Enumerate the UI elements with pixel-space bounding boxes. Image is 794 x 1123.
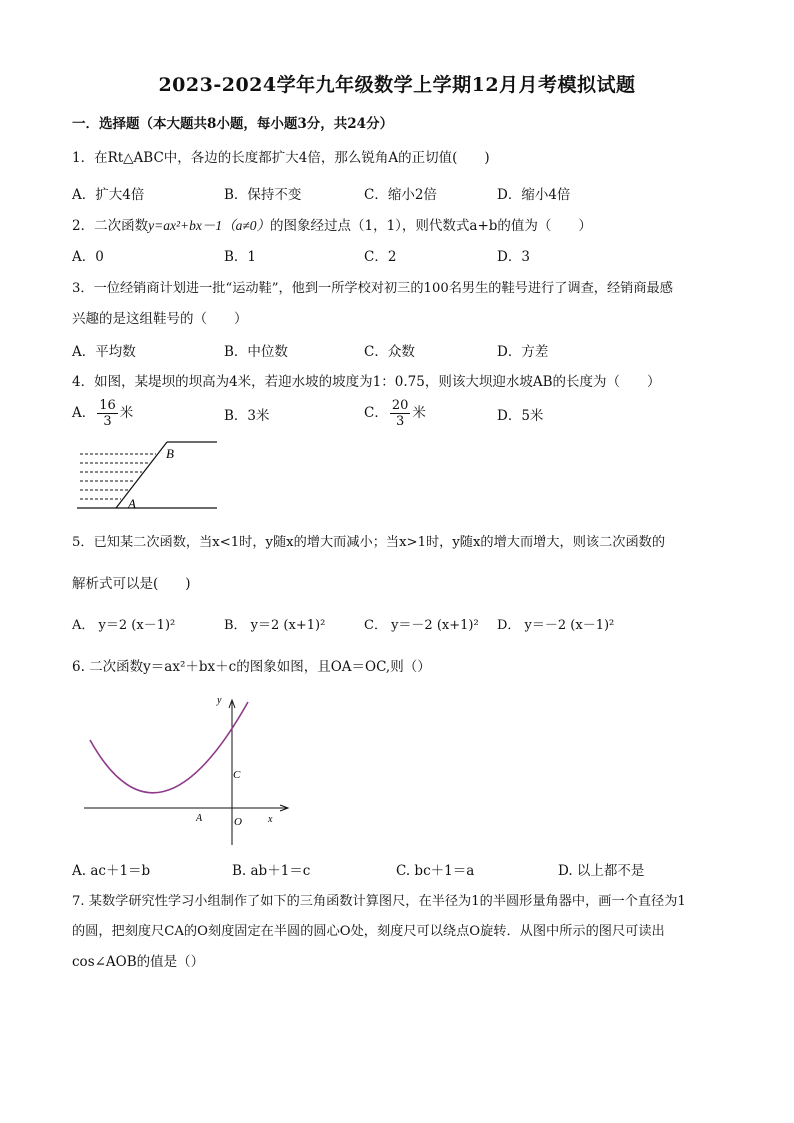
q4-option-c (364, 398, 426, 429)
label-a: A (196, 813, 203, 824)
q3-option-d: D．方差 (497, 344, 549, 360)
q2-option-d: D．3 (497, 249, 530, 265)
question-4-stem: 4．如图，某堤坝的坝高为4米，若迎水坡的坡度为1：0.75，则该大坝迎水坡AB的长度为（ ） (72, 374, 661, 390)
q2-option-c: C．2 (364, 249, 397, 265)
q1-option-c: C．缩小2倍 (364, 187, 437, 203)
dam-slope-ab (116, 442, 167, 508)
dam-label-b: B (166, 446, 174, 461)
question-7-stem-line3: cos∠AOB的值是（） (72, 954, 205, 970)
question-6-stem: 6. 二次函数y＝ax²＋bx＋c的图象如图，且OA＝OC,则（） (72, 659, 431, 675)
q3-option-b: B．中位数 (224, 344, 288, 360)
q4-option-c-fraction (390, 398, 411, 429)
q1-option-a: A．扩大4倍 (72, 187, 145, 203)
q2-stem-end: 的图象经过点（1，1），则代数式a+b的值为（ ） (270, 218, 592, 234)
question-3-stem-line2: 兴趣的是这组鞋号的（ ） (72, 311, 248, 327)
q3-option-a: A．平均数 (72, 344, 136, 360)
question-7-stem-line1: 7. 某数学研究性学习小组制作了如下的三角函数计算图尺，在半径为1的半圆形量角器中，画一个直径为1 (72, 894, 686, 909)
q4-option-a-numerator: 16 (99, 398, 116, 413)
q4-option-c-unit: 米 (412, 405, 426, 421)
q1-option-b: B．保持不变 (224, 187, 302, 203)
q3-option-c: C．众数 (364, 344, 415, 360)
page-title: 2023-2024学年九年级数学上学期12月月考模拟试题 (158, 74, 636, 96)
q4-option-a-prefix: A． (72, 405, 96, 421)
question-7-stem-line2: 的圆，把刻度尺CA的O刻度固定在半圆的圆心O处，刻度尺可以绕点O旋转．从图中所示的图尺可读出 (72, 924, 665, 939)
q6-option-a: A. ac＋1＝b (72, 863, 151, 879)
q1-option-d: D．缩小4倍 (497, 187, 571, 203)
question-3-stem-line1: 3．一位经销商计划进一批“运动鞋”，他到一所学校对初三的100名男生的鞋号进行了调查，经销商最感 (72, 281, 673, 296)
q4-option-b: B．3米 (224, 408, 270, 424)
q4-option-a-unit: 米 (119, 405, 134, 421)
q4-option-c-numerator: 20 (391, 398, 409, 413)
q4-option-d: D．5米 (497, 408, 544, 424)
question-1-stem: 1．在Rt△ABC中，各边的长度都扩大4倍，那么锐角A的正切值( ) (72, 150, 490, 166)
question-2-stem (72, 214, 592, 234)
q5-option-a: A． y＝2 (x－1)² (72, 618, 176, 633)
q5-option-b: B． y＝2 (x+1)² (224, 618, 326, 633)
q5-option-d: D． y＝－2 (x－1)² (497, 618, 615, 633)
label-o: O (234, 816, 242, 828)
q2-option-a: A．0 (72, 249, 104, 265)
parabola-figure (80, 690, 295, 850)
q5-option-c: C． y＝－2 (x+1)² (364, 618, 479, 633)
q6-option-d: D. 以上都不是 (558, 863, 645, 879)
label-y: y (217, 695, 222, 706)
q2-stem-expression: y=ax²+bx－1（a≠0） (148, 218, 270, 233)
label-c: C (233, 769, 241, 781)
question-5-stem-line1: 5．已知某二次函数，当x<1时，y随x的增大而减小；当x>1时，y随x的增大而增大，则该二次函数的 (72, 535, 666, 550)
q6-option-c: C. bc＋1＝a (396, 863, 475, 879)
parabola-curve (90, 702, 248, 793)
water-lines (80, 454, 156, 499)
q4-option-c-prefix: C． (364, 405, 388, 421)
q4-option-a-denominator: 3 (103, 414, 112, 429)
q4-option-a (72, 398, 133, 429)
q6-option-b: B. ab＋1＝c (232, 863, 311, 879)
q2-option-b: B．1 (224, 249, 257, 265)
dam-figure (72, 436, 222, 516)
q4-option-c-denominator: 3 (395, 414, 405, 429)
dam-label-a: A (128, 496, 136, 511)
q2-stem-start: 2．二次函数 (72, 218, 149, 234)
label-x: x (268, 814, 273, 825)
q4-option-a-fraction (97, 398, 118, 429)
section-heading: 一．选择题（本大题共8小题，每小题3分，共24分） (72, 116, 394, 132)
question-5-stem-line2: 解析式可以是( ) (72, 576, 191, 592)
